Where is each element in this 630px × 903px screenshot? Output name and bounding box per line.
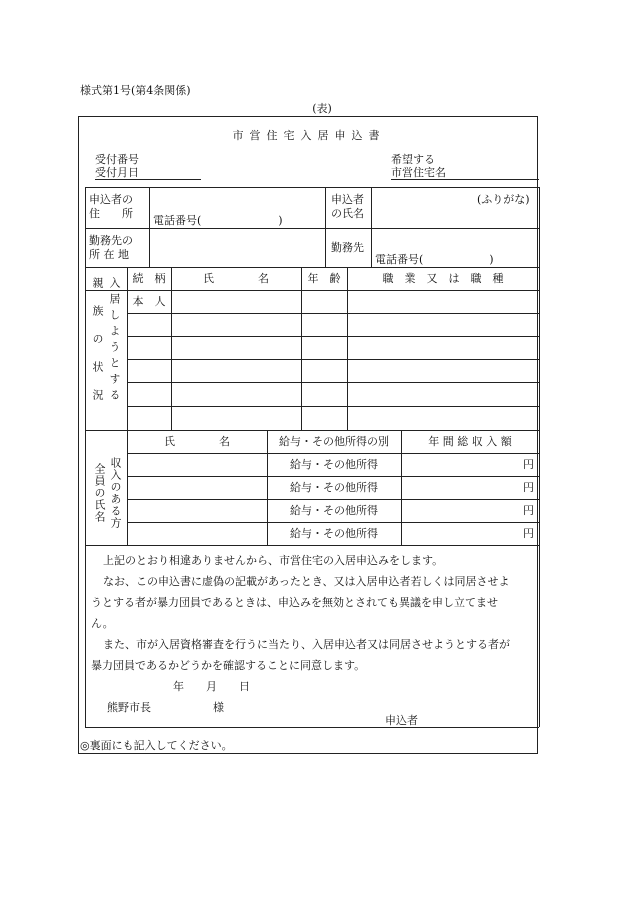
applicant-name-label-2: の氏名: [331, 207, 364, 220]
income-type-cell: 給与・その他所得: [290, 527, 378, 540]
occupation-header: 職 業 又 は 職 種: [382, 272, 504, 285]
statement-line: また、市が入居資格審査を行うに当たり、入居申込者又は同居させようとする者が: [103, 638, 510, 651]
age-header: 年 齢: [307, 272, 341, 285]
relation-header: 続 柄: [132, 272, 166, 285]
applicant-address-label: 申込者の: [89, 193, 133, 206]
name-header: 氏 名: [203, 272, 269, 285]
income-side-label: 収入のある方: [109, 457, 122, 529]
yen-unit: 円: [523, 504, 534, 517]
annual-income-header: 年 間 総 収 入 額: [428, 435, 512, 448]
income-name-header: 氏 名: [164, 435, 230, 448]
relatives-side-label: 入居しようとする: [108, 277, 121, 405]
self-relation-cell: 本 人: [132, 295, 166, 308]
statement-line: 暴力団員であるかどうかを確認することに同意します。: [91, 659, 366, 672]
application-form: [78, 116, 538, 754]
footnote: ◎裏面にも記入してください。: [80, 739, 233, 752]
income-type-cell: 給与・その他所得: [290, 458, 378, 471]
form-title: 市営住宅入居申込書: [232, 129, 386, 142]
front-side-label: (表): [312, 102, 332, 115]
applicant-address-label-2: 住 所: [89, 207, 133, 220]
statement-line: ん。: [91, 617, 114, 630]
statement-line: 上記のとおり相違ありませんから、市営住宅の入居申込みをします。: [103, 554, 444, 567]
workplace-address-label: 勤務先の: [89, 234, 133, 247]
reception-date-label[interactable]: 受付月日: [95, 166, 201, 180]
furigana-label: (ふりがな): [477, 193, 530, 206]
form-number: 様式第1号(第4条関係): [80, 84, 191, 97]
relatives-side-label-2: 親族の状況: [91, 277, 104, 417]
applicant-phone-field[interactable]: 電話番号( ): [153, 214, 283, 227]
applicant-signature-label: 申込者: [385, 714, 418, 727]
desired-housing-name-field[interactable]: 市営住宅名: [391, 166, 539, 180]
reception-number-label: 受付番号: [95, 153, 139, 166]
addressee: 熊野市長: [107, 701, 151, 714]
income-side-label-2: 全員の氏名: [93, 463, 106, 523]
workplace-address-label-2: 所 在 地: [89, 248, 129, 261]
income-type-cell: 給与・その他所得: [290, 504, 378, 517]
honorific: 様: [213, 701, 224, 714]
date-line[interactable]: 年 月 日: [173, 680, 250, 693]
yen-unit: 円: [523, 527, 534, 540]
statement-line: なお、この申込書に虚偽の記載があったとき、又は入居申込者若しくは同居させよ: [103, 575, 510, 588]
desired-housing-label: 希望する: [391, 153, 435, 166]
workplace-phone-field[interactable]: 電話番号( ): [375, 253, 494, 266]
applicant-name-label: 申込者: [331, 193, 364, 206]
income-type-cell: 給与・その他所得: [290, 481, 378, 494]
statement-line: うとする者が暴力団員であるときは、申込みを無効とされても異議を申し立てませ: [91, 596, 498, 609]
workplace-label: 勤務先: [331, 241, 364, 254]
yen-unit: 円: [523, 458, 534, 471]
yen-unit: 円: [523, 481, 534, 494]
income-type-header: 給与・その他所得の別: [279, 435, 389, 448]
